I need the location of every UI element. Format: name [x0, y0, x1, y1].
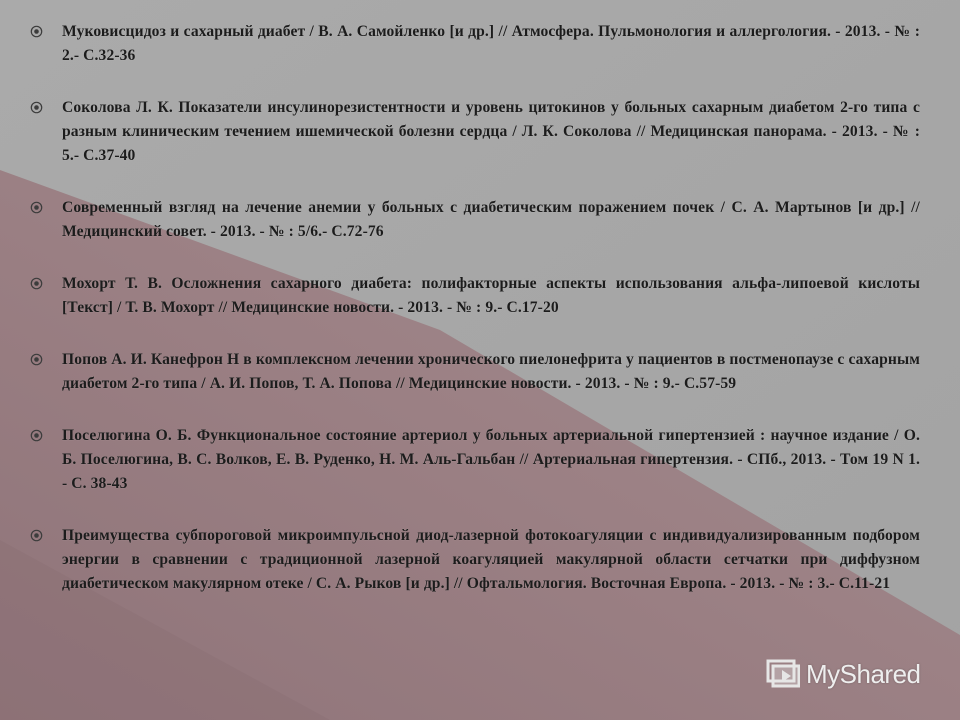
reference-text: Преимущества субпороговой микроимпульсной диод-лазерной фотокоагуляции с индивидуализированным подбором энергии в сравнении с традиционной лазерной коагуляцией макулярной области сетчатки при диффузном диабетическом макулярном отеке / С. А. Рыков [и др.] // Офтальмология. Восточная Европа. - 2013. - № : 3.- С.11-21	[62, 527, 920, 592]
bullet-icon	[28, 427, 44, 443]
reference-item	[28, 196, 920, 244]
reference-item	[28, 96, 920, 168]
bullet-icon	[28, 527, 44, 543]
reference-item	[28, 524, 920, 596]
bullet-icon	[28, 275, 44, 291]
myshared-watermark	[766, 654, 921, 694]
reference-item	[28, 20, 920, 68]
reference-text: Попов А. И. Канефрон Н в комплексном лечении хронического пиелонефрита у пациентов в постменопаузе с сахарным диабетом 2-го типа / А. И. Попов, Т. А. Попова // Медицинские новости. - 2013. - № : 9.- С.57-59	[62, 351, 920, 392]
reference-item	[28, 424, 920, 496]
slideshow-icon	[766, 659, 800, 689]
watermark-text: MyShared	[806, 658, 921, 689]
bullet-icon	[28, 23, 44, 39]
bullet-icon	[28, 99, 44, 115]
reference-text: Соколова Л. К. Показатели инсулинорезистентности и уровень цитокинов у больных сахарным диабетом 2-го типа с разным клиническим течением ишемической болезни сердца / Л. К. Соколова // Медицинская панорама. - 2013. - № : 5.- С.37-40	[62, 99, 920, 164]
bullet-icon	[28, 199, 44, 215]
bullet-icon	[28, 351, 44, 367]
reference-item	[28, 272, 920, 320]
reference-text: Современный взгляд на лечение анемии у больных с диабетическим поражением почек / С. А. Мартынов [и др.] // Медицинский совет. - 2013. - № : 5/6.- С.72-76	[62, 199, 920, 240]
reference-text: Муковисцидоз и сахарный диабет / В. А. Самойленко [и др.] // Атмосфера. Пульмонология и аллергология. - 2013. - № : 2.- С.32-36	[62, 23, 920, 64]
reference-list	[28, 20, 920, 596]
reference-text: Мохорт Т. В. Осложнения сахарного диабета: полифакторные аспекты использования альфа-липоевой кислоты [Текст] / Т. В. Мохорт // Медицинские новости. - 2013. - № : 9.- С.17-20	[62, 275, 920, 316]
reference-item	[28, 348, 920, 396]
reference-text: Поселюгина О. Б. Функциональное состояние артериол у больных артериальной гипертензией : научное издание / О. Б. Поселюгина, В. С. Волков, Е. В. Руденко, Н. М. Аль-Гальбан // Артериальная гипертензия. - СПб., 2013. - Том 19 N 1. - С. 38-43	[62, 427, 920, 492]
